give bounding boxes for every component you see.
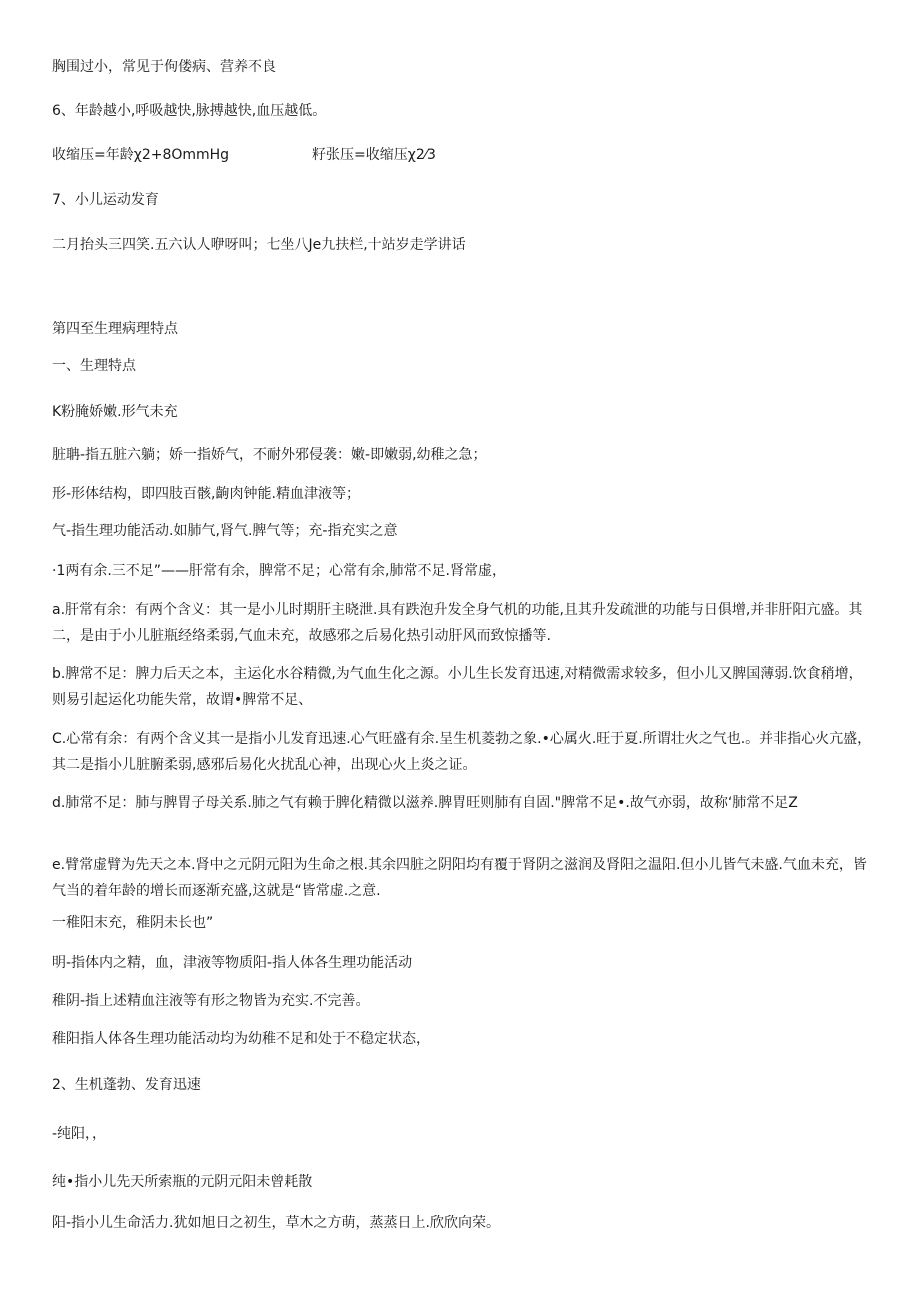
text-line: 稚阴-指上述精血注液等有形之物皆为充实.不完善。 (52, 993, 370, 1009)
text-line: 稚阳指人体各生理功能活动均为幼稚不足和处于不稳定状态， (52, 1031, 430, 1047)
chapter-heading: 第四至生理病理特点 (52, 321, 178, 337)
paragraph-lung: d.肺常不足：肺与脾胃子母关系.肺之气有赖于脾化精微以滋养.脾胃旺则肺有自固."脾常不足•.故气亦弱，故称‘肺常不足Z (52, 795, 798, 811)
text-line: 明-指体内之精，血，津液等物质阳-指人体各生理功能活动 (52, 955, 413, 971)
paragraph-kidney: e.臂常虚臂为先天之本.肾中之元阴元阳为生命之根.其余四脏之阴阳均有覆于肾阴之滋润及肾阳之温阳.但小儿皆气未盛.气血未充，皆气当的着年龄的增长而逐渐充盛,这就是“皆常虚.之意. (52, 857, 867, 899)
text-line: 形-形体结构，即四肢百骸,齣肉钟能.精血津液等； (52, 486, 360, 502)
text-line: 6、年龄越小,呼吸越快,脉搏越快,血压越低。 (52, 103, 327, 119)
section-heading: 一、生理特点 (52, 358, 136, 374)
text-line: 胸围过小，常见于佝偻病、营养不良 (52, 59, 276, 75)
text-line: 二月抬头三四笑.五六认人咿呀叫；七坐八Je九扶栏,十站岁走学讲话 (52, 237, 466, 253)
paragraph-heart: C.心常有余：有两个含义其一是指小儿发育迅速.心气旺盛有余.呈生机菱勃之象.•心属火.旺于夏.所谓壮火之气也.。并非指心火亢盛，其二是指小儿脏腑柔弱,感邪后易化火扰乱心神，出现心火上炎之证。 (52, 731, 872, 773)
section-heading: 2、生机蓬勃、发育迅速 (52, 1077, 201, 1093)
text-line: ·1两有余.三不足”——肝常有余，脾常不足；心常有余,肺常不足.肾常虚， (52, 563, 506, 579)
formula-diastolic: 籽张压=收缩压χ2⁄3 (312, 147, 436, 163)
text-line: 气-指生理功能活动.如肺气,肾气.脾气等；充-指充实之意 (52, 523, 398, 539)
paragraph-liver: a.肝常有余：有两个含义：其一是小儿时期肝主晓泄.具有跌泡升发全身气机的功能,且其升发疏泄的功能与日俱增,并非肝阳亢盛。其二，是由于小儿脏瓶经络柔弱,气血未充，故感邪之后易化热引动肝风而致惊播等. (52, 602, 863, 644)
text-line: 纯•指小儿先天所索瓶的元阴元阳未曾耗散 (52, 1174, 313, 1190)
text-line: -纯阳，， (52, 1126, 107, 1142)
section-heading: 7、小儿运动发育 (52, 192, 159, 208)
text-line: 一稚阳末充，稚阴未长也” (52, 915, 214, 931)
subsection-heading: K粉腌娇嫩.形气未充 (52, 404, 178, 420)
text-line: 阳-指小儿生命活力.犹如旭日之初生，草木之方萌，蒸蒸日上.欣欣向荣。 (52, 1215, 500, 1231)
paragraph-spleen: b.脾常不足：脾力后天之本，主运化水谷精微,为气血生化之源。小儿生长发育迅速,对精微需求较多，但小儿又脾国薄弱.饮食稍增，则易引起运化功能失常，故谓•脾常不足、 (52, 666, 863, 708)
formula-systolic: 收缩压=年龄χ2+8OmmHg (52, 147, 230, 163)
text-line: 脏聃-指五脏六躺；娇一指娇气，不耐外邪侵袭：嫩-即嫩弱,幼稚之急； (52, 447, 487, 463)
